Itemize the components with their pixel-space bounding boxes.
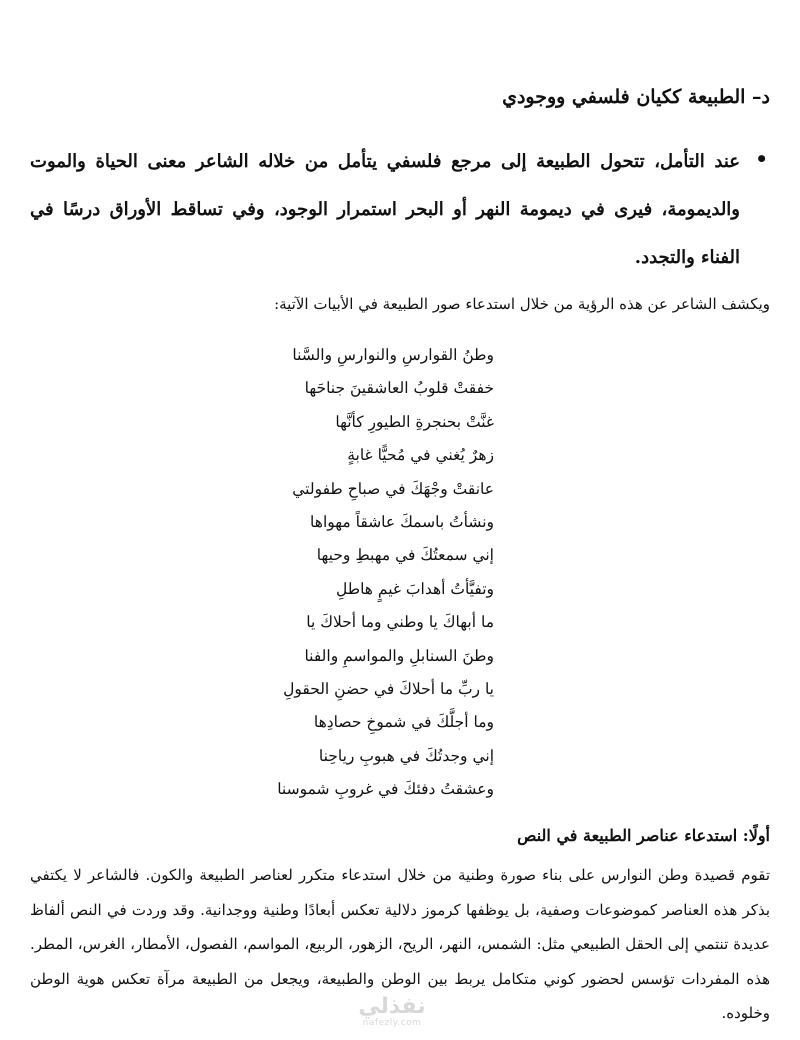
poem-line: إني وجدتُكَ في هبوبِ رياحِنا xyxy=(318,746,494,765)
poem-line: وطنَ السنابلِ والمواسمِ والفنا xyxy=(304,646,494,665)
watermark-latin: nafezly.com xyxy=(362,1018,422,1028)
section-heading: د– الطبيعة ككيان فلسفي ووجودي xyxy=(502,86,770,108)
poem-line: ونشأتُ باسمكَ عاشقاً مهواها xyxy=(310,512,494,531)
poem-verses xyxy=(277,340,494,807)
bullet-paragraph: عند التأمل، تتحول الطبيعة إلى مرجع فلسفي يتأمل من خلاله الشاعر معنى الحياة والموت والديمومة، فيرى في ديمومة النهر أو البحر استمرار الوجود، وفي تساقط الأوراق درسًا في الفناء والتجدد. xyxy=(30,151,740,268)
poem-line: وما أجلَّكَ في شموخِ حصادِها xyxy=(313,713,494,732)
intro-line: ويكشف الشاعر عن هذه الرؤية من خلال استدعاء صور الطبيعة في الأبيات الآتية: xyxy=(274,295,770,313)
poem-line: إني سمعتُكَ في مهبطِ وحيها xyxy=(316,546,494,565)
poem-line: ما أبهاكَ يا وطني وما أحلاكَ يا xyxy=(306,613,494,632)
bullet-icon: • xyxy=(755,147,768,171)
poem-line: وطنُ القوارسِ والنوارسِ والسَّنا xyxy=(292,346,494,364)
poem-line: وعشقتُ دفئكَ في غروبِ شموسنا xyxy=(277,780,494,799)
watermark-arabic: نفذلي xyxy=(358,994,426,1019)
poem-line: يا ربِّ ما أحلاكَ في حضنِ الحقولِ xyxy=(283,679,494,698)
subheading: أولًا: استدعاء عناصر الطبيعة في النص xyxy=(517,826,770,845)
body-paragraph: تقوم قصيدة وطن النوارس على بناء صورة وطنية من خلال استدعاء متكرر لعناصر الطبيعة والكون. فالشاعر لا يكتفي بذكر هذه العناصر كموضوعات وصفية، بل يوظفها كرموز دلالية تعكس أبعادًا وطنية ووجدانية. وقد وردت في النص ألفاظ عديدة تنتمي إلى الحقل الطبيعي مثل: الشمس، النهر، الريح، الزهور، الربيع، المواسم، الفصول، الأمطار، الغرس، المطر. هذه المفردات تؤسس لحضور كوني متكامل يربط بين الوطن والطبيعة، ويجعل من الطبيعة مرآة تعكس هوية الوطن وخلوده. xyxy=(30,866,770,1022)
poem-line: غنَّتْ بحنجرةِ الطيورِ كأنَّها xyxy=(335,412,494,431)
bullet-paragraph-block xyxy=(30,138,768,282)
poem-line: وتفيَّأتُ أهدابَ غيمٍ هاطلِ xyxy=(336,579,494,598)
poem-line: عانقتْ وجْهَكَ في صباحِ طفولتي xyxy=(292,479,494,498)
poem-line: زهرٌ يُغني في مُحيًّا غابةٍ xyxy=(347,446,494,465)
watermark-logo xyxy=(352,996,432,1028)
poem-line: خفقتْ قلوبُ العاشقينَ جناحَها xyxy=(304,379,494,398)
